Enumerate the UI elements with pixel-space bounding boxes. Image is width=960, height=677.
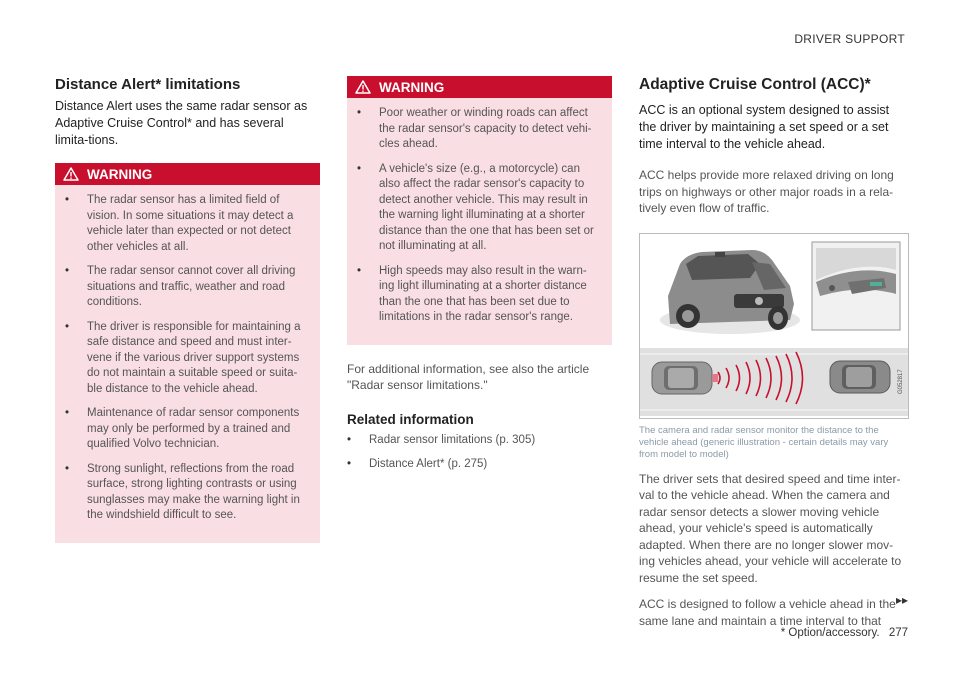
- warning-box: [347, 76, 612, 345]
- body-paragraph: The driver sets that desired speed and time inter-val to the vehicle ahead. When the camera and radar sensor detects a slower moving vehicle ahead, your vehicle's speed is automatically adapted. When there are no longer slower mov-ing vehicles ahead, your vehicle will accelerate to resume the set speed.: [639, 471, 902, 585]
- figure-caption: The camera and radar sensor monitor the distance to the vehicle ahead (generic illustration - certain details may vary from model to model): [639, 424, 889, 460]
- column-acc: [639, 76, 907, 629]
- warning-label: WARNING: [87, 166, 153, 182]
- related-link[interactable]: • Distance Alert* (p. 275): [347, 457, 612, 473]
- warning-item: • High speeds may also result in the warn-ing light illuminating at a shorter distance than the one that has been set due to limitations in the radar sensor's range.: [357, 264, 602, 326]
- page-number: 277: [888, 627, 908, 639]
- footer: [781, 627, 908, 639]
- figure-code: G052817: [898, 368, 904, 394]
- warning-box: [55, 163, 320, 543]
- intro-paragraph: Distance Alert uses the same radar sensor as Adaptive Cruise Control* and has several limita-tions.: [55, 99, 308, 147]
- additional-info-paragraph: For additional information, see also the article "Radar sensor limitations.": [347, 361, 590, 392]
- warning-item: • The radar sensor cannot cover all driving situations and traffic, weather and road conditions.: [65, 264, 310, 311]
- related-info-title: Related information: [347, 411, 474, 427]
- continue-arrows-icon[interactable]: ▸▸: [895, 593, 908, 607]
- warning-triangle-icon: [355, 80, 371, 94]
- warning-header: [347, 76, 612, 98]
- warning-item: • Strong sunlight, reflections from the road surface, strong lighting contrasts or using sunglasses may make the warning light in the windshield difficult to see.: [65, 462, 310, 524]
- related-link[interactable]: • Radar sensor limitations (p. 305): [347, 433, 612, 449]
- body-paragraph: ACC helps provide more relaxed driving on long trips on highways or other major roads in a rela-tively even flow of traffic.: [639, 168, 894, 215]
- warning-item: • Poor weather or winding roads can affect the radar sensor's capacity to detect vehi-cles ahead.: [357, 106, 602, 153]
- warning-item: • A vehicle's size (e.g., a motorcycle) can also affect the radar sensor's capacity to detect another vehicle. This may result in the warning light illuminating at a shorter distance than the one that has been set or not illuminating at all.: [357, 162, 602, 255]
- warning-item: • The radar sensor has a limited field of vision. In some situations it may detect a vehicle later than expected or not detect other vehicles at all.: [65, 193, 310, 255]
- warning-header: [55, 163, 320, 185]
- body-paragraph: ACC is designed to follow a vehicle ahead in the same lane and maintain a time interval to that: [639, 597, 896, 628]
- car-radar-illustration: [640, 234, 908, 418]
- footnote: * Option/accessory.: [780, 627, 880, 639]
- warning-label: WARNING: [379, 79, 445, 95]
- related-info-list: [347, 431, 612, 473]
- warning-item: • The driver is responsible for maintaining a safe distance and speed and must inter-vene if the various driver support systems do not maintain a suitable speed or suita-ble distance to the vehicle ahead.: [65, 320, 310, 398]
- column-warning-continued: [347, 76, 612, 482]
- section-header: DRIVER SUPPORT: [794, 32, 905, 46]
- warning-triangle-icon: [63, 167, 79, 181]
- column-distance-alert-limitations: [55, 76, 320, 543]
- lead-paragraph: ACC is an optional system designed to assist the driver by maintaining a set speed or a set time interval to the vehicle ahead.: [639, 103, 890, 151]
- section-title: Adaptive Cruise Control (ACC)*: [639, 76, 871, 93]
- warning-item: • Maintenance of radar sensor components may only be performed by a trained and qualified Volvo technician.: [65, 406, 310, 453]
- warning-list: [347, 98, 612, 326]
- acc-illustration: [639, 233, 909, 419]
- warning-list: [55, 185, 320, 524]
- section-title: Distance Alert* limitations: [55, 76, 241, 93]
